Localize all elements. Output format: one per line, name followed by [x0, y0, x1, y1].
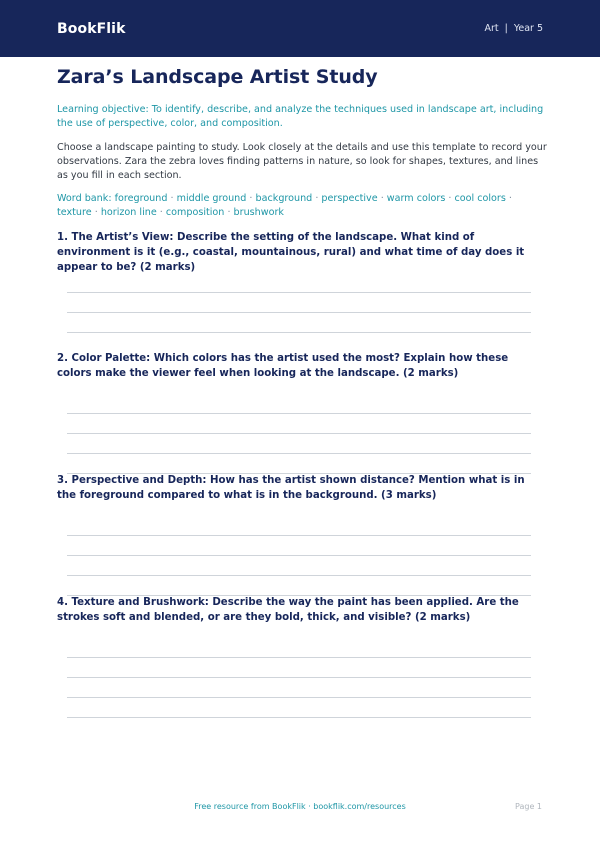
subject-label: Art: [484, 23, 499, 34]
answer-line[interactable]: [67, 332, 531, 333]
word-bank-word: texture: [57, 207, 92, 218]
question-text: 4. Texture and Brushwork: Describe the way the paint has been applied. Are the strokes soft and blended, or are they bold, thick, and visible? (2 marks): [57, 597, 519, 623]
footer-credit[interactable]: Free resource from BookFlik · bookflik.com/resources: [194, 802, 406, 811]
word-bank-separator: ·: [246, 193, 256, 204]
answer-line[interactable]: [67, 413, 531, 414]
question-4: [57, 595, 543, 625]
word-bank-word: composition: [165, 207, 225, 218]
question-1: [57, 230, 543, 275]
instructions: Choose a landscape painting to study. Look closely at the details and use this template to record your observations. Zara the zebra loves finding patterns in nature, so look for shapes, textures, and lines as you fill in each section.: [57, 142, 547, 181]
brand-logo[interactable]: BookFlik: [57, 20, 126, 37]
word-bank-separator: ·: [505, 193, 512, 204]
answer-line[interactable]: [67, 697, 531, 698]
word-bank-separator: ·: [156, 207, 166, 218]
question-text: 3. Perspective and Depth: How has the artist shown distance? Mention what is in the foreground compared to what is in the background. (3 marks): [57, 475, 525, 501]
answer-line[interactable]: [67, 433, 531, 434]
word-bank-word: brushwork: [233, 207, 284, 218]
page-number: Page 1: [515, 802, 542, 811]
answer-line[interactable]: [67, 575, 531, 576]
word-bank-word: warm colors: [386, 193, 446, 204]
answer-line[interactable]: [67, 657, 531, 658]
header-separator: |: [504, 23, 508, 34]
answer-line[interactable]: [67, 555, 531, 556]
word-bank-separator: ·: [167, 193, 177, 204]
subject-year: [484, 23, 543, 34]
question-text: 2. Color Palette: Which colors has the artist used the most? Explain how these colors make the viewer feel when looking at the landscape. (2 marks): [57, 353, 509, 379]
word-bank-word: perspective: [321, 193, 378, 204]
learning-objective: Learning objective: To identify, describe, and analyze the techniques used in landscape art, including the use of perspective, color, and composition.: [57, 104, 544, 129]
word-bank-word: horizon line: [100, 207, 157, 218]
header-bar: [0, 0, 600, 57]
word-bank-separator: ·: [224, 207, 234, 218]
answer-line[interactable]: [67, 677, 531, 678]
word-bank: [57, 192, 547, 220]
word-bank-words: [57, 193, 512, 218]
year-label: Year 5: [513, 23, 543, 34]
answer-line[interactable]: [67, 717, 531, 718]
answer-line[interactable]: [67, 312, 531, 313]
question-2: [57, 351, 543, 381]
question-text: 1. The Artist’s View: Describe the setting of the landscape. What kind of environment is it (e.g., coastal, mountainous, rural) and what time of day does it appear to be? (2 marks): [57, 232, 525, 273]
answer-line[interactable]: [67, 292, 531, 293]
word-bank-word: cool colors: [454, 193, 506, 204]
page-title: Zara’s Landscape Artist Study: [57, 66, 378, 88]
word-bank-separator: ·: [312, 193, 322, 204]
answer-line[interactable]: [67, 453, 531, 454]
word-bank-word: background: [255, 193, 313, 204]
answer-line[interactable]: [67, 535, 531, 536]
word-bank-separator: ·: [445, 193, 455, 204]
question-3: [57, 473, 543, 503]
word-bank-label: Word bank:: [57, 193, 112, 204]
word-bank-word: foreground: [114, 193, 168, 204]
worksheet-intro: [57, 64, 547, 220]
word-bank-separator: ·: [91, 207, 101, 218]
word-bank-word: middle ground: [176, 193, 247, 204]
word-bank-separator: ·: [377, 193, 387, 204]
